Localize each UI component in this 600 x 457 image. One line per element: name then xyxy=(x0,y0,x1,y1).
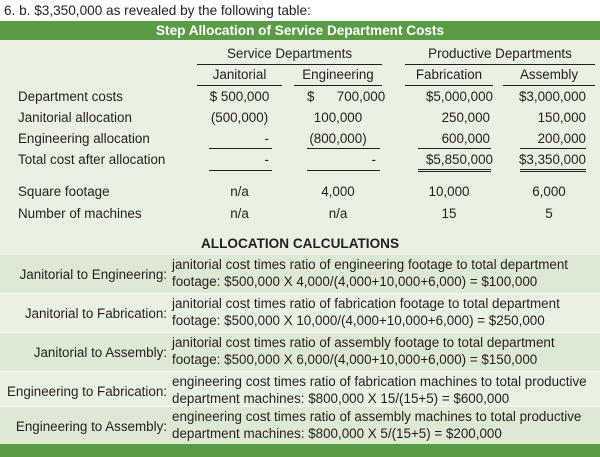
calc-row-engineering-assembly xyxy=(0,407,600,444)
subtotal-rule-fabrication xyxy=(418,148,491,149)
table-cell: - xyxy=(264,131,269,146)
table-cell: n/a xyxy=(328,206,348,221)
table-cell: 6,000 xyxy=(532,184,566,199)
column-header-engineering: Engineering xyxy=(302,67,374,82)
table-cell: 250,000 xyxy=(441,110,490,125)
calc-title: ALLOCATION CALCULATIONS xyxy=(200,236,400,251)
row-label-number-of-machines: Number of machines xyxy=(18,206,142,221)
table-cell: 100,000 xyxy=(313,110,363,125)
calc-line: footage: $500,000 X 6,000/(4,000+10,000+6,000) = $150,000 xyxy=(172,351,538,367)
table-cell: - xyxy=(371,152,376,167)
column-header-fabrication: Fabrication xyxy=(415,67,483,82)
calc-row-janitorial-assembly xyxy=(0,333,600,371)
table-title-bar: Step Allocation of Service Department Costs xyxy=(0,21,600,40)
calc-line: department machines: $800,000 X 5/(15+5) = $200,000 xyxy=(172,425,502,441)
service-departments-header: Service Departments xyxy=(226,46,353,61)
calc-line: engineering cost times ratio of fabrication machines to total productive xyxy=(172,374,587,389)
calc-line: engineering cost times ratio of assembly machines to total productive xyxy=(172,409,582,424)
calc-text xyxy=(172,296,596,329)
table-cell: 15 xyxy=(441,206,457,221)
table-cell: $3,000,000 xyxy=(518,89,586,104)
row-label-total-cost: Total cost after allocation xyxy=(18,152,166,167)
subtotal-rule-engineering xyxy=(307,148,380,149)
table-cell: (500,000) xyxy=(210,110,269,125)
calc-row-engineering-fabrication xyxy=(0,372,600,410)
column-header-janitorial: Janitorial xyxy=(212,67,267,82)
calc-text xyxy=(172,409,596,442)
calc-text xyxy=(172,257,596,290)
column-rule-engineering xyxy=(294,85,382,86)
table-cell: 4,000 xyxy=(321,184,355,199)
table-cell: 10,000 xyxy=(428,184,470,199)
total-double-rule-assembly-1 xyxy=(520,169,586,170)
row-label-square-footage: Square footage xyxy=(18,184,110,199)
column-header-assembly: Assembly xyxy=(519,67,579,82)
table-cell: $ 700,000 xyxy=(307,89,386,104)
productive-group-rule xyxy=(405,64,595,65)
column-rule-fabrication xyxy=(405,85,493,86)
calc-label: Janitorial to Engineering: xyxy=(19,266,167,282)
calc-text xyxy=(172,335,596,368)
total-double-rule-fabrication-1 xyxy=(418,169,491,170)
table-cell: $3,350,000 xyxy=(518,152,586,167)
calc-line: janitorial cost times ratio of fabrication footage to total department xyxy=(172,296,560,311)
productive-departments-header: Productive Departments xyxy=(428,46,572,61)
table-bottom-bar xyxy=(0,444,600,457)
calc-line: footage: $500,000 X 10,000/(4,000+10,000+6,000) = $250,000 xyxy=(172,312,545,328)
table-cell: $5,850,000 xyxy=(425,152,493,167)
table-cell: 5 xyxy=(545,206,553,221)
subtotal-rule-assembly xyxy=(520,148,586,149)
column-rule-janitorial xyxy=(197,85,282,86)
row-label-janitorial-allocation: Janitorial allocation xyxy=(18,110,132,125)
table-cell: - xyxy=(264,152,269,167)
total-double-rule-assembly-2 xyxy=(520,171,586,172)
row-label-engineering-allocation: Engineering allocation xyxy=(18,131,150,146)
table-cell: $5,000,000 xyxy=(425,89,493,104)
allocation-table xyxy=(0,40,600,231)
total-rule-janitorial xyxy=(209,170,272,171)
calc-label: Janitorial to Assembly: xyxy=(33,344,167,360)
total-rule-engineering xyxy=(307,170,380,171)
table-cell: $ 500,000 xyxy=(209,89,270,104)
calc-label: Engineering to Fabrication: xyxy=(6,383,167,399)
service-group-rule xyxy=(197,64,382,65)
row-label-department-costs: Department costs xyxy=(18,89,123,104)
calc-label: Janitorial to Fabrication: xyxy=(24,305,167,321)
intro-text: 6. b. $3,350,000 as revealed by the following table: xyxy=(4,3,311,18)
calc-row-janitorial-fabrication xyxy=(0,294,600,332)
table-cell: n/a xyxy=(230,184,249,199)
table-cell: 150,000 xyxy=(537,110,586,125)
table-cell: 600,000 xyxy=(441,131,490,146)
calc-line: janitorial cost times ratio of assembly footage to total department xyxy=(172,335,555,350)
calc-row-janitorial-engineering xyxy=(0,255,600,293)
calc-line: footage: $500,000 X 4,000/(4,000+10,000+6,000) = $100,000 xyxy=(172,273,538,289)
table-cell: (800,000) xyxy=(309,131,367,146)
total-double-rule-fabrication-2 xyxy=(418,171,491,172)
subtotal-rule-janitorial xyxy=(209,148,272,149)
table-cell: 200,000 xyxy=(537,131,586,146)
calc-line: department machines: $800,000 X 15/(15+5) = $600,000 xyxy=(172,390,510,406)
calc-label: Engineering to Assembly: xyxy=(15,418,167,434)
column-rule-assembly xyxy=(503,85,595,86)
calc-text xyxy=(172,374,596,407)
table-cell: n/a xyxy=(230,206,249,221)
calc-line: janitorial cost times ratio of engineering footage to total department xyxy=(172,257,568,272)
